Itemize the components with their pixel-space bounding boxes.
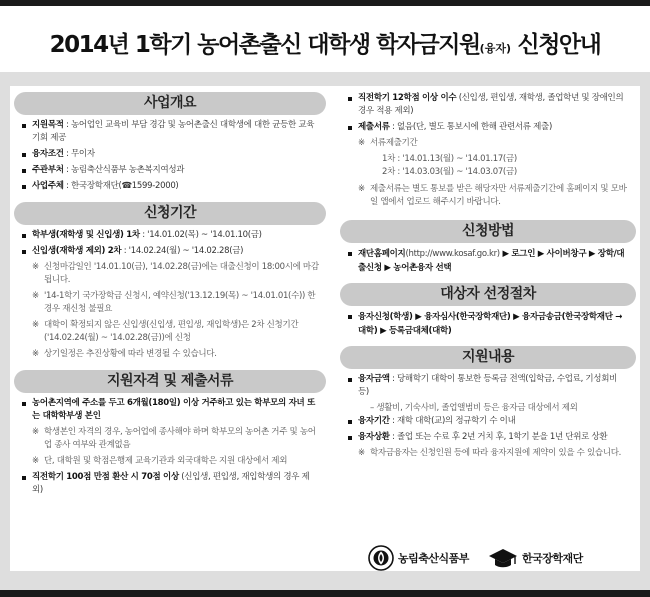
eligibility-row-credits: 직전학기 12학점 이상 이수 (신입생, 편입생, 재학생, 졸업학년 및 장애인의 경우 적용 제외) [336,92,640,118]
documents-upload-note: ※ 제출서류는 별도 통보를 받은 해당자만 서류제출기간에 홈페이지 및 모바일 앱에서 업로드 해주시기 바랍니다. [358,184,627,207]
section-title-overview: 사업개요 [14,92,326,115]
right-column [336,86,640,463]
eligibility-row-residence: 농어촌지역에 주소를 두고 6개월(180일) 이상 거주하고 있는 학부모의 자녀 또는 대학학부생 본인 [10,397,330,423]
eligibility-note: ※ 단, 대학원 및 학점은행제 교육기관과 외국대학은 지원 대상에서 제외 [32,456,288,466]
eligibility-row-grade: 직전학기 100점 만점 환산 시 70점 이상 (신입생, 편입생, 재입학생의 경우 제외) [10,471,330,497]
support-row-amount: 융자금액 : 당해학기 대학이 통보한 등록금 전액(입학금, 수업료, 기성회비 등) [336,373,640,399]
period-row-second: 신입생(재학생 제외) 2차 : '14.02.24(월) ~ '14.02.28(금) [10,245,330,258]
section-title-period: 신청기간 [14,202,326,225]
logos [360,540,630,580]
support-row-period: 융자기간 : 재학 대학(교)의 정규학기 수 이내 [336,415,640,428]
overview-row-agency: 사업주체 : 한국장학재단(☎1599-2000) [10,180,330,193]
title-main: 2014년 1학기 농어촌출신 대학생 학자금지원 [49,32,480,58]
ministry-logo [368,544,469,572]
eligibility-row-documents: 제출서류 : 없음(단, 별도 통보시에 한해 관련서류 제출) [336,121,640,134]
documents-period-second: 2차 : '14.03.03(월) ~ '14.03.07(금) [382,167,517,177]
graduation-cap-icon [488,546,518,570]
foundation-name: 한국장학재단 [522,552,583,565]
title-sub: (융자) [479,42,511,55]
method-flow: 재단홈페이지(http://www.kosaf.go.kr) ▶ 로그인 ▶ 사이버창구 ▶ 장학/대출신청 ▶ 농어촌융자 선택 [336,247,640,275]
period-row-first: 학부생(재학생 및 신입생) 1차 : '14.01.02(목) ~ '14.01.10(금) [10,229,330,242]
overview-row-terms: 융자조건 : 무이자 [10,148,330,161]
support-row-repayment: 융자상환 : 졸업 또는 수료 후 2년 거치 후, 1학기 분을 1년 단위로 상환 [336,431,640,444]
period-note: ※ 신청마감일인 '14.01.10(금), '14.02.28(금)에는 대출신청이 18:00시에 마감됩니다. [32,262,319,285]
documents-period-note: ※ 서류제출기간 [358,138,418,148]
section-title-selection: 대상자 선정절차 [340,283,636,306]
foundation-logo [488,544,583,572]
header [0,6,650,72]
period-note: ※ 상기일정은 추진상황에 따라 변경될 수 있습니다. [32,349,217,359]
ministry-name: 농림축산식품부 [398,552,469,565]
bottom-strip [0,590,650,597]
left-column [10,86,330,500]
overview-row-ministry: 주관부처 : 농림축산식품부 농촌복지여성과 [10,164,330,177]
period-note: ※ '14-1학기 국가장학금 신청시, 예약신청('13.12.19(목) ~ '14.01.01(수)) 한 경우 재신청 불필요 [32,291,316,314]
period-note: ※ 대학이 확정되지 않은 신입생(신입생, 편입생, 재입학생)은 2차 신청기간('14.02.24(월) ~ '14.02.28(금))에 신청 [32,320,299,343]
title-end: 신청안내 [510,32,601,58]
content-panel [10,86,640,571]
ministry-emblem-icon [368,545,394,571]
overview-row-purpose: 지원목적 : 농어업인 교육비 부담 경감 및 농어촌출신 대학생에 대한 균등한 교육기회 제공 [10,119,330,145]
eligibility-note: ※ 학생본인 자격의 경우, 농어업에 종사해야 하며 학부모의 농어촌 거주 및 농어업 종사 여부와 관계없음 [32,427,316,450]
section-title-eligibility: 지원자격 및 제출서류 [14,370,326,393]
section-title-support: 지원내용 [340,346,636,369]
support-note: ※ 학자금융자는 신청인원 등에 따라 융자지원에 제약이 있을 수 있습니다. [358,448,622,458]
support-exclusion: – 생활비, 기숙사비, 졸업앨범비 등은 융자금 대상에서 제외 [370,403,578,413]
section-title-method: 신청방법 [340,220,636,243]
documents-period-first: 1차 : '14.01.13(월) ~ '14.01.17(금) [382,154,517,164]
page-title [0,26,650,59]
homepage-url: (http://www.kosaf.go.kr) [405,249,500,259]
selection-flow: 융자신청(학생) ▶ 융자심사(한국장학재단) ▶ 융자금송금(한국장학재단 → 대학) ▶ 등록금대체(대학) [336,310,640,338]
